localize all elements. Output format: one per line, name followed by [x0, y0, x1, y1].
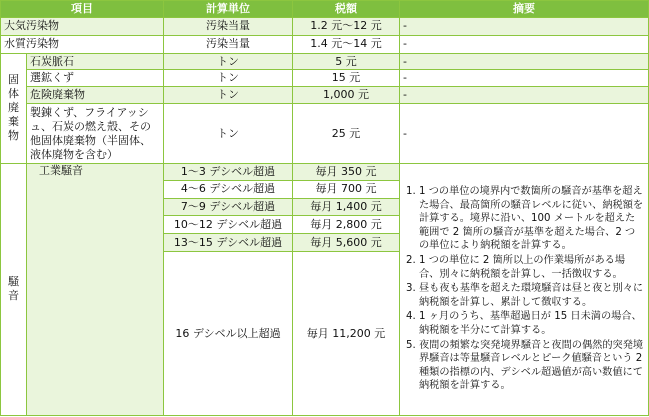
table-row-solid-2 [1, 70, 649, 87]
noise-group-char: 騒 [8, 275, 19, 289]
noise-unit: 13～15 デシベル超過 [164, 234, 293, 252]
noise-unit: 16 デシベル以上超過 [164, 252, 293, 416]
solid-note: - [400, 53, 649, 70]
note-item: 1. 1 つの単位の境界内で数箇所の騒音が基準を超えた場合、最高箇所の騒音レベルに従い、納税額を計算する。境界に沿い、100 メートルを超えた範囲で 2 箇所の騒音が基準を超えた場合、2 つの単位により納税額を計算する。 [419, 185, 645, 253]
noise-tax: 毎月 350 元 [293, 163, 400, 180]
solid-group-char: 固 [8, 73, 19, 87]
solid-item: 危険廃棄物 [27, 87, 164, 104]
water-unit: 汚染当量 [164, 35, 293, 53]
header-row [1, 1, 649, 18]
solid-note: - [400, 70, 649, 87]
noise-group-label [1, 163, 27, 415]
solid-item: 石炭脈石 [27, 53, 164, 70]
noise-unit: 4～6 デシベル超過 [164, 180, 293, 198]
header-notes: 摘要 [400, 1, 649, 18]
notes-list [403, 185, 645, 393]
solid-tax: 5 元 [293, 53, 400, 70]
noise-tax: 毎月 5,600 元 [293, 234, 400, 252]
water-item: 水質汚染物 [1, 35, 164, 53]
note-item: 2. 1 つの単位に 2 箇所以上の作業場所がある場合、別々に納税額を計算し、一括徴収する。 [419, 254, 645, 281]
air-tax: 1.2 元～12 元 [293, 18, 400, 36]
noise-unit: 10～12 デシベル超過 [164, 216, 293, 234]
table-row-solid-4 [1, 104, 649, 164]
table-row-water [1, 35, 649, 53]
header-tax: 税額 [293, 1, 400, 18]
noise-item: 工業騒音 [27, 163, 164, 415]
noise-tax: 毎月 700 元 [293, 180, 400, 198]
solid-group-char: 体 [8, 87, 19, 101]
solid-group-char: 棄 [8, 115, 19, 129]
solid-group-char: 廃 [8, 101, 19, 115]
noise-unit: 1～3 デシベル超過 [164, 163, 293, 180]
solid-unit: トン [164, 104, 293, 164]
air-item: 大気汚染物 [1, 18, 164, 36]
solid-tax: 25 元 [293, 104, 400, 164]
noise-unit: 7～9 デシベル超過 [164, 198, 293, 216]
noise-group-char: 音 [8, 289, 19, 303]
note-item: 5. 夜間の頻繁な突発境界騒音と夜間の偶然的突発境界騒音は等量騒音レベルとピーク値騒音という 2 種類の指標の内、デシベル超過値が高い数値にて納税額を計算する。 [419, 339, 645, 393]
solid-tax: 15 元 [293, 70, 400, 87]
solid-group-char: 物 [8, 129, 19, 143]
solid-item: 製錬くず、フライアッシュ、石炭の燃え殻、その他固体廃棄物（半固体、液体廃物を含む） [27, 104, 164, 164]
table-row-solid-3 [1, 87, 649, 104]
noise-tax: 毎月 2,800 元 [293, 216, 400, 234]
solid-unit: トン [164, 70, 293, 87]
air-note: - [400, 18, 649, 36]
solid-note: - [400, 87, 649, 104]
table-row-noise-1 [1, 163, 649, 180]
solid-note: - [400, 104, 649, 164]
water-note: - [400, 35, 649, 53]
header-item: 項目 [1, 1, 164, 18]
noise-tax: 毎月 11,200 元 [293, 252, 400, 416]
solid-unit: トン [164, 53, 293, 70]
water-tax: 1.4 元～14 元 [293, 35, 400, 53]
solid-unit: トン [164, 87, 293, 104]
table-row-air [1, 18, 649, 36]
solid-tax: 1,000 元 [293, 87, 400, 104]
solid-waste-group-label [1, 53, 27, 163]
air-unit: 汚染当量 [164, 18, 293, 36]
note-item: 4. 1 ヶ月のうち、基準超過日が 15 日未満の場合、納税額を半分にて計算する。 [419, 310, 645, 337]
table-row-solid-1 [1, 53, 649, 70]
note-item: 3. 昼も夜も基準を超えた環境騒音は昼と夜と別々に納税額を計算し、累計して徴収する。 [419, 282, 645, 309]
solid-item: 選鉱くず [27, 70, 164, 87]
noise-tax: 毎月 1,400 元 [293, 198, 400, 216]
noise-notes [400, 163, 649, 415]
header-unit: 計算単位 [164, 1, 293, 18]
